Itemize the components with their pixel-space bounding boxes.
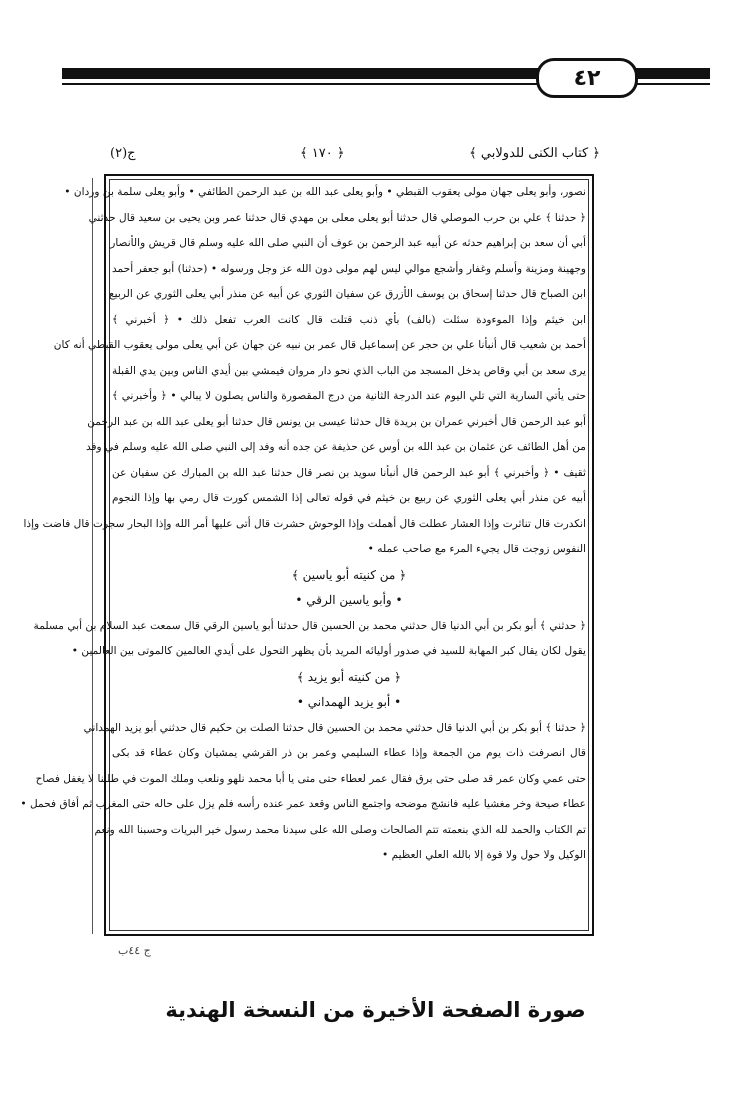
text-line: النفوس زوجت قال يجيء المرء مع صاحب عمله • <box>367 543 586 555</box>
section-heading: ﴿ من كنيته أبو يزيد ﴾ <box>296 669 402 684</box>
text-line: انكدرت قال تناثرت وإذا العشار عطلت قال أهملت وإذا الوحوش حشرت قال أتى عليها أمر الله وإذا البحار سجرت قال فاضت وإذا <box>23 517 586 530</box>
text-line: أبي أن سعد بن إبراهيم حدثه عن أبيه عبد الرحمن بن عوف أن النبي صلى الله عليه وسلم قال قريش والأنصار <box>110 237 586 249</box>
text-line: أبو عبد الرحمن قال أخبرني عمران بن بريدة قال حدثنا عيسى بن يونس قال حدثنا أبو يعلى عبد الله بن عبد الرحمن <box>87 415 586 428</box>
text-line: ابن الصباح قال حدثنا إسحاق بن يوسف الأزرق عن سفيان الثوري عن أبيه عن منذر أبي يعلى الثوري عن الربيع <box>109 288 586 300</box>
text-line: تم الكتاب والحمد لله الذي بنعمته تتم الصالحات وصلى الله على سيدنا محمد رسول خير البريات وحسبنا الله ونعم <box>94 823 586 836</box>
text-line: نصور، وأبو يعلى جهان مولى يعقوب القبطي • وأبو يعلى عبد الله بن عبد الرحمن الطائفي • وأبو يعلى سلمة بن وردان • <box>64 186 586 198</box>
page-number-badge <box>536 58 638 98</box>
running-header <box>110 146 600 168</box>
image-caption: صورة الصفحة الأخيرة من النسخة الهندية <box>165 998 586 1022</box>
section-subheading: • وأبو ياسين الرقي • <box>295 593 403 607</box>
text-line: أبيه عن منذر أبي يعلى الثوري عن ربيع بن خيثم في قوله تعالى إذا الشمس كورت قال رمي بها وإذا النجوم <box>112 492 586 504</box>
text-line: حتى يأتي السارية التي تلي اليوم عند الدرجة الثانية من درج المقصورة والناس يصلون لا يبالي • ﴿ وأخبرني ﴾ <box>112 390 586 402</box>
text-line: حتى عمي وكان عمر قد صلى حتى برق فقال عمر لعطاء حتى متى يا أبا محمد نلهو ونلعب وملك الموت في طلبنا لا يغفل فصاح <box>35 772 586 785</box>
text-line: وجهينة ومزينة وأسلم وغفار وأشجع موالي ليس لهم مولى دون الله عز وجل ورسوله • (حدثنا) أبو جعفر أحمد <box>112 262 586 275</box>
text-line: قال انصرفت ذات يوم من الجمعة وإذا عطاء السليمي وعمر بن ذر القرشي يمشيان وكان عطاء قد بكى <box>112 747 586 759</box>
section-subheading: • أبو يزيد الهمداني • <box>296 695 402 709</box>
text-line: يقول لكان يقال كبر المهابة للسيد في صدور أوليائه المريد بأن يظهر التحول على أيدي العالمين كالموتى بين العالمين • <box>71 645 586 657</box>
gathering-signature: ج ٤٤ب <box>118 944 151 957</box>
manuscript-text <box>20 180 586 869</box>
text-line: عطاء صيحة وخر مغشيا عليه فانشج موضحه واجتمع الناس وقعد عمر عنده رأسه فلم يزل على حاله حتى المغرب ثم أفاق فحمل • <box>20 798 586 810</box>
text-line: ﴿ حدثنا ﴾ أبو بكر بن أبي الدنيا قال حدثني محمد بن الحسين قال حدثنا الصلت بن حكيم قال حدثني أبو يزيد الهمداني <box>83 721 586 734</box>
volume-mark: ج(٢) <box>110 146 136 161</box>
text-line: الوكيل ولا حول ولا قوة إلا بالله العلي العظيم • <box>382 849 586 861</box>
text-line: يرى سعد بن أبي وقاص يدخل المسجد من الباب الذي نحو دار مروان فيمشي بين أيدي الناس وبين يدي القبلة <box>112 364 586 377</box>
text-line: ﴿ حدثنا ﴾ علي بن حرب الموصلي قال حدثنا أبو يعلى معلى بن مهدي قال حدثنا عمر وبن يحيى بن سعيد قال حدثني <box>88 211 586 224</box>
folio-number: ﴿ ١٧٠ ﴾ <box>300 146 345 161</box>
page-number: ٤٢ <box>573 65 601 91</box>
section-heading: ﴿ من كنيته أبو ياسين ﴾ <box>291 567 407 582</box>
text-line: ابن خيثم وإذا الموءودة سئلت (بالف) بأي ذنب قتلت قال كانت العرب تفعل ذلك • ﴿ أخبرني ﴾ <box>112 313 586 326</box>
text-line: أحمد بن شعيب قال أنبأنا علي بن حجر عن إسماعيل قال عمر بن نبيه عن جهان عن أبي يعلى مولى يعقوب القبطي أنه كان <box>53 339 586 351</box>
text-line: من أهل الطائف عن عثمان بن عبد الله بن أوس عن حذيفة عن جده أنه وفد إلى النبي صلى الله عليه وسلم في وفد <box>85 441 586 453</box>
text-line: ﴿ حدثني ﴾ أبو بكر بن أبي الدنيا قال حدثني محمد بن الحسين قال حدثنا أبو ياسين الرقي قال سمعت عبد السلام بن أبي مسلمة <box>33 619 586 632</box>
book-title: ﴿ كتاب الكنى للدولابي ﴾ <box>469 146 600 161</box>
text-line: ثقيف • ﴿ وأخبرني ﴾ أبو عبد الرحمن قال أنبأنا سويد بن نصر قال حدثنا عبد الله بن المبارك عن سفيان عن <box>112 466 586 479</box>
margin-rule <box>92 178 93 934</box>
